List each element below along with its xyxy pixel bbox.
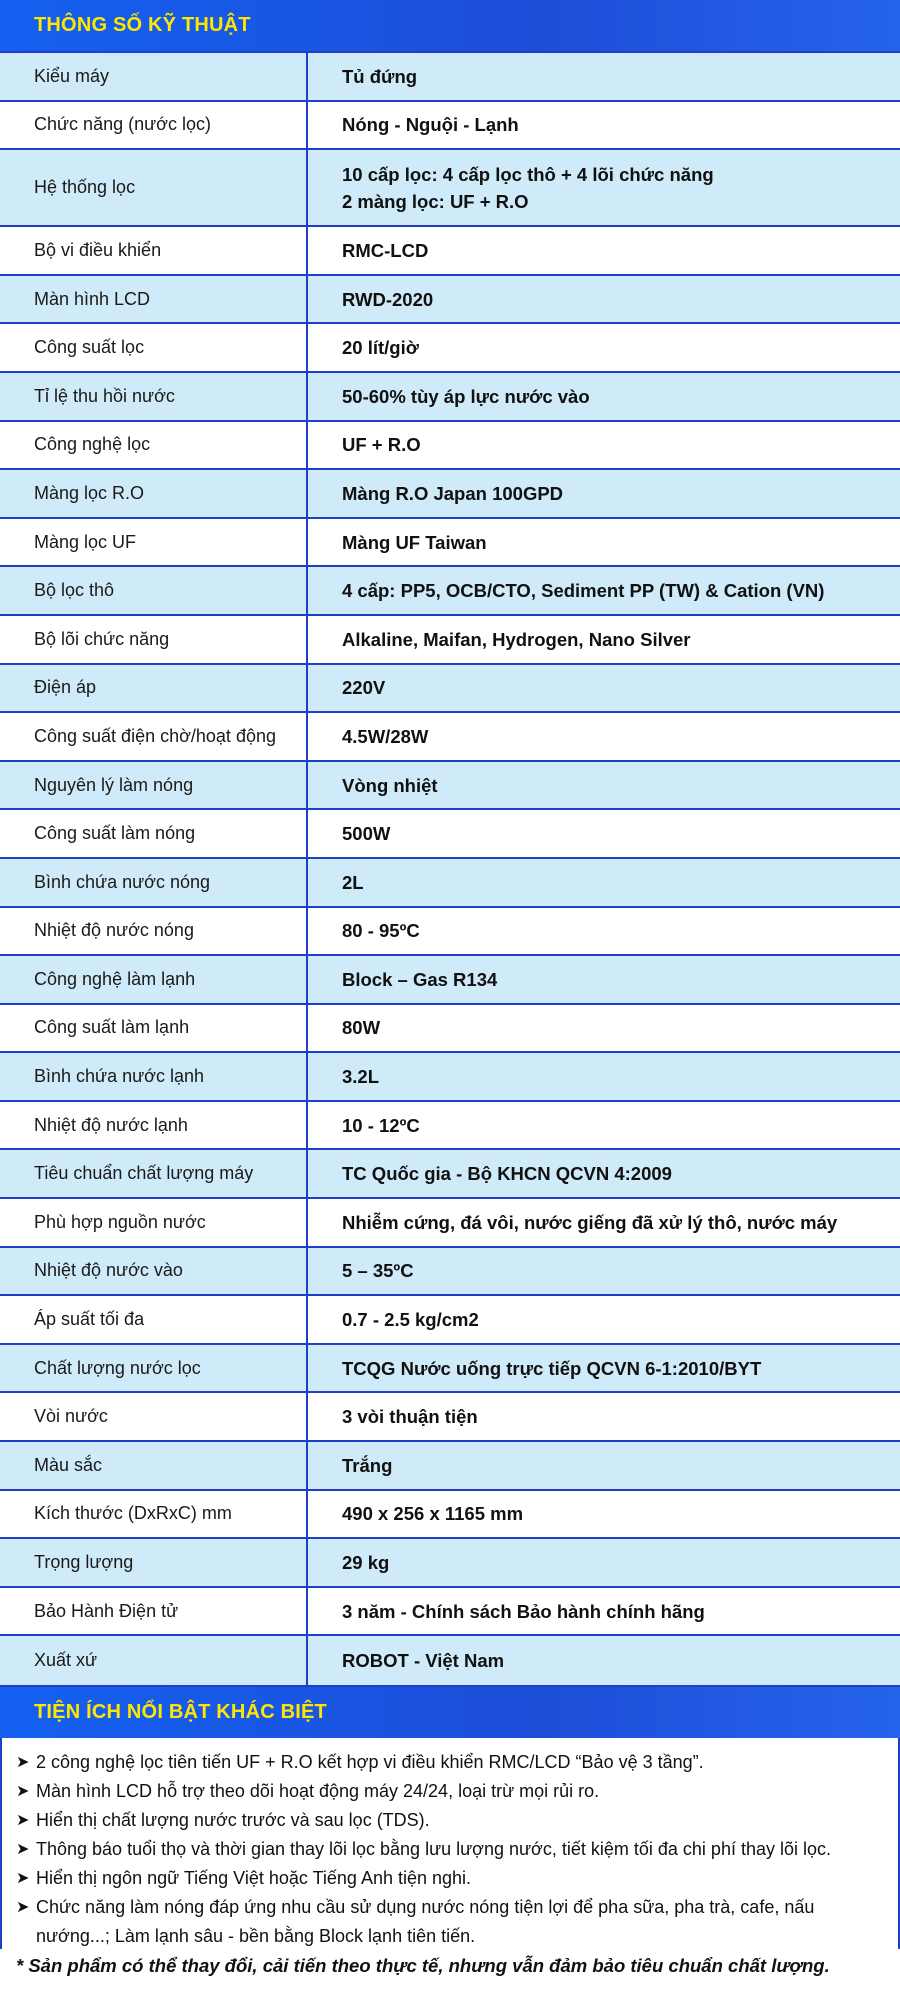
spec-value	[308, 150, 900, 225]
list-item	[16, 1835, 890, 1864]
spec-label: Chức năng (nước lọc)	[0, 102, 308, 149]
arrow-bullet-icon: ➤	[16, 1812, 30, 1829]
table-row	[0, 1539, 900, 1588]
spec-value-line: 0.7 - 2.5 kg/cm2	[342, 1309, 479, 1331]
spec-value-line: 3.2L	[342, 1066, 380, 1088]
spec-label: Nguyên lý làm nóng	[0, 762, 308, 809]
spec-value-line: RMC-LCD	[342, 239, 429, 261]
spec-value	[308, 276, 900, 323]
spec-value	[308, 422, 900, 469]
spec-value-line: 220V	[342, 677, 386, 699]
spec-value-line: 80W	[342, 1017, 381, 1039]
spec-label: Trọng lượng	[0, 1539, 308, 1586]
spec-value-line: 3 vòi thuận tiện	[342, 1406, 478, 1428]
spec-value	[308, 567, 900, 614]
features-header-title: TIỆN ÍCH NỔI BẬT KHÁC BIỆT	[34, 1701, 327, 1723]
table-row	[0, 1636, 900, 1685]
spec-value	[308, 762, 900, 809]
spec-value	[308, 324, 900, 371]
spec-value	[308, 1588, 900, 1635]
spec-value	[308, 1199, 900, 1246]
spec-value	[308, 1491, 900, 1538]
spec-value	[308, 1102, 900, 1149]
spec-value	[308, 227, 900, 274]
table-row	[0, 956, 900, 1005]
spec-value-line: 50-60% tùy áp lực nước vào	[342, 385, 590, 407]
spec-value-line: TCQG Nước uống trực tiếp QCVN 6-1:2010/BYT	[342, 1357, 762, 1379]
table-row	[0, 1491, 900, 1540]
spec-label: Hệ thống lọc	[0, 150, 308, 225]
spec-value-line: Trắng	[342, 1454, 393, 1476]
specs-header	[0, 0, 900, 51]
table-row	[0, 1345, 900, 1394]
spec-value	[308, 713, 900, 760]
table-row	[0, 1199, 900, 1248]
spec-label: Nhiệt độ nước lạnh	[0, 1102, 308, 1149]
spec-label: Công suất lọc	[0, 324, 308, 371]
spec-label: Áp suất tối đa	[0, 1296, 308, 1343]
arrow-bullet-icon: ➤	[16, 1754, 30, 1771]
spec-label: Công suất làm lạnh	[0, 1005, 308, 1052]
list-item	[16, 1893, 890, 1951]
spec-label: Kiểu máy	[0, 53, 308, 100]
table-row	[0, 1248, 900, 1297]
spec-value	[308, 1442, 900, 1489]
spec-label: Tỉ lệ thu hồi nước	[0, 373, 308, 420]
table-row	[0, 227, 900, 276]
spec-label: Màu sắc	[0, 1442, 308, 1489]
table-row	[0, 373, 900, 422]
spec-value-line: 4 cấp: PP5, OCB/CTO, Sediment PP (TW) & Cation (VN)	[342, 580, 825, 602]
spec-value-line: 2 màng lọc: UF + R.O	[342, 190, 529, 212]
spec-value-line: Màng UF Taiwan	[342, 531, 487, 553]
spec-value-line: Vòng nhiệt	[342, 774, 438, 796]
table-row	[0, 150, 900, 227]
table-row	[0, 1102, 900, 1151]
spec-value	[308, 810, 900, 857]
table-row	[0, 859, 900, 908]
spec-value-line: Alkaline, Maifan, Hydrogen, Nano Silver	[342, 628, 691, 650]
spec-value	[308, 470, 900, 517]
spec-label: Bộ lọc thô	[0, 567, 308, 614]
feature-text: Hiển thị ngôn ngữ Tiếng Việt hoặc Tiếng Anh tiện nghi.	[36, 1868, 472, 1888]
spec-label: Màng lọc UF	[0, 519, 308, 566]
spec-label: Màn hình LCD	[0, 276, 308, 323]
spec-value-line: 29 kg	[342, 1552, 390, 1574]
list-item	[16, 1777, 890, 1806]
spec-value-line: 490 x 256 x 1165 mm	[342, 1503, 524, 1525]
spec-value-line: 20 lít/giờ	[342, 337, 419, 359]
spec-label: Bộ lõi chức năng	[0, 616, 308, 663]
spec-value-line: 2L	[342, 871, 364, 893]
feature-text: 2 công nghệ lọc tiên tiến UF + R.O kết hợp vi điều khiển RMC/LCD “Bảo vệ 3 tầng”.	[36, 1752, 704, 1772]
spec-value-line: Nhiễm cứng, đá vôi, nước giếng đã xử lý thô, nước máy	[342, 1211, 838, 1233]
spec-value-line: 3 năm - Chính sách Bảo hành chính hãng	[342, 1600, 705, 1622]
spec-value-line: Tủ đứng	[342, 65, 418, 87]
spec-value	[308, 908, 900, 955]
spec-value	[308, 102, 900, 149]
spec-value	[308, 373, 900, 420]
table-row	[0, 1005, 900, 1054]
spec-label: Vòi nước	[0, 1393, 308, 1440]
feature-text: Màn hình LCD hỗ trợ theo dõi hoạt động máy 24/24, loại trừ mọi rủi ro.	[36, 1781, 600, 1801]
spec-value-line: 80 - 95ºC	[342, 920, 420, 942]
spec-value-line: 4.5W/28W	[342, 725, 429, 747]
spec-value-line: RWD-2020	[342, 288, 434, 310]
table-row	[0, 1150, 900, 1199]
table-row	[0, 519, 900, 568]
features-list	[0, 1738, 900, 1976]
spec-label: Nhiệt độ nước vào	[0, 1248, 308, 1295]
table-row	[0, 1053, 900, 1102]
spec-value	[308, 1539, 900, 1586]
table-row	[0, 470, 900, 519]
table-row	[0, 713, 900, 762]
spec-value	[308, 665, 900, 712]
table-row	[0, 908, 900, 957]
arrow-bullet-icon: ➤	[16, 1870, 30, 1887]
spec-label: Bảo Hành Điện tử	[0, 1588, 308, 1635]
spec-value	[308, 1393, 900, 1440]
spec-label: Công nghệ làm lạnh	[0, 956, 308, 1003]
spec-value-line: 5 – 35ºC	[342, 1260, 414, 1282]
spec-value-line: 500W	[342, 823, 391, 845]
specs-header-title: THÔNG SỐ KỸ THUẬT	[34, 14, 251, 36]
table-row	[0, 102, 900, 151]
spec-label: Công suất điện chờ/hoạt động	[0, 713, 308, 760]
table-row	[0, 1588, 900, 1637]
spec-label: Chất lượng nước lọc	[0, 1345, 308, 1392]
list-item	[16, 1806, 890, 1835]
spec-label: Kích thước (DxRxC) mm	[0, 1491, 308, 1538]
table-row	[0, 1393, 900, 1442]
spec-label: Nhiệt độ nước nóng	[0, 908, 308, 955]
feature-text: Chức năng làm nóng đáp ứng nhu cầu sử dụng nước nóng tiện lợi để pha sữa, pha trà, cafe, nấu nướng...; Làm lạnh sâu - bền bằng Block lạnh tiên tiến.	[36, 1897, 815, 1946]
spec-value	[308, 859, 900, 906]
spec-label: Điện áp	[0, 665, 308, 712]
spec-value	[308, 1053, 900, 1100]
feature-text: Hiển thị chất lượng nước trước và sau lọc (TDS).	[36, 1810, 430, 1830]
table-row	[0, 53, 900, 102]
spec-label: Bình chứa nước nóng	[0, 859, 308, 906]
spec-label: Công suất làm nóng	[0, 810, 308, 857]
table-row	[0, 1442, 900, 1491]
spec-label: Bộ vi điều khiển	[0, 227, 308, 274]
spec-label: Tiêu chuẩn chất lượng máy	[0, 1150, 308, 1197]
arrow-bullet-icon: ➤	[16, 1841, 30, 1858]
spec-label: Công nghệ lọc	[0, 422, 308, 469]
features-header	[0, 1687, 900, 1738]
spec-value-line: 10 cấp lọc: 4 cấp lọc thô + 4 lõi chức năng	[342, 163, 714, 185]
spec-value	[308, 1296, 900, 1343]
spec-value	[308, 1248, 900, 1295]
arrow-bullet-icon: ➤	[16, 1783, 30, 1800]
list-item	[16, 1748, 890, 1777]
spec-value	[308, 1636, 900, 1685]
spec-value	[308, 1345, 900, 1392]
spec-value	[308, 519, 900, 566]
disclaimer-note: * Sản phẩm có thể thay đổi, cải tiến theo thực tế, nhưng vẫn đảm bảo tiêu chuẩn chất lượng.	[16, 1955, 830, 1976]
table-row	[0, 616, 900, 665]
spec-value	[308, 616, 900, 663]
spec-value-line: 10 - 12ºC	[342, 1114, 420, 1136]
spec-value	[308, 1150, 900, 1197]
spec-label: Phù hợp nguồn nước	[0, 1199, 308, 1246]
spec-label: Xuất xứ	[0, 1636, 308, 1685]
spec-value-line: Nóng - Nguội - Lạnh	[342, 114, 519, 136]
spec-value	[308, 53, 900, 100]
spec-label: Bình chứa nước lạnh	[0, 1053, 308, 1100]
spec-value	[308, 1005, 900, 1052]
table-row	[0, 665, 900, 714]
table-row	[0, 324, 900, 373]
table-row	[0, 810, 900, 859]
spec-value	[308, 956, 900, 1003]
table-row	[0, 762, 900, 811]
spec-table	[0, 51, 900, 1687]
table-row	[0, 276, 900, 325]
list-item	[16, 1864, 890, 1893]
spec-value-line: TC Quốc gia - Bộ KHCN QCVN 4:2009	[342, 1163, 672, 1185]
table-row	[0, 1296, 900, 1345]
spec-label: Màng lọc R.O	[0, 470, 308, 517]
spec-value-line: ROBOT - Việt Nam	[342, 1650, 505, 1672]
feature-text: Thông báo tuổi thọ và thời gian thay lõi lọc bằng lưu lượng nước, tiết kiệm tối đa chi phí thay lõi lọc.	[36, 1839, 831, 1859]
spec-value-line: Màng R.O Japan 100GPD	[342, 482, 564, 504]
spec-value-line: Block – Gas R134	[342, 968, 498, 990]
table-row	[0, 422, 900, 471]
table-row	[0, 567, 900, 616]
spec-value-line: UF + R.O	[342, 434, 421, 456]
arrow-bullet-icon: ➤	[16, 1899, 30, 1916]
